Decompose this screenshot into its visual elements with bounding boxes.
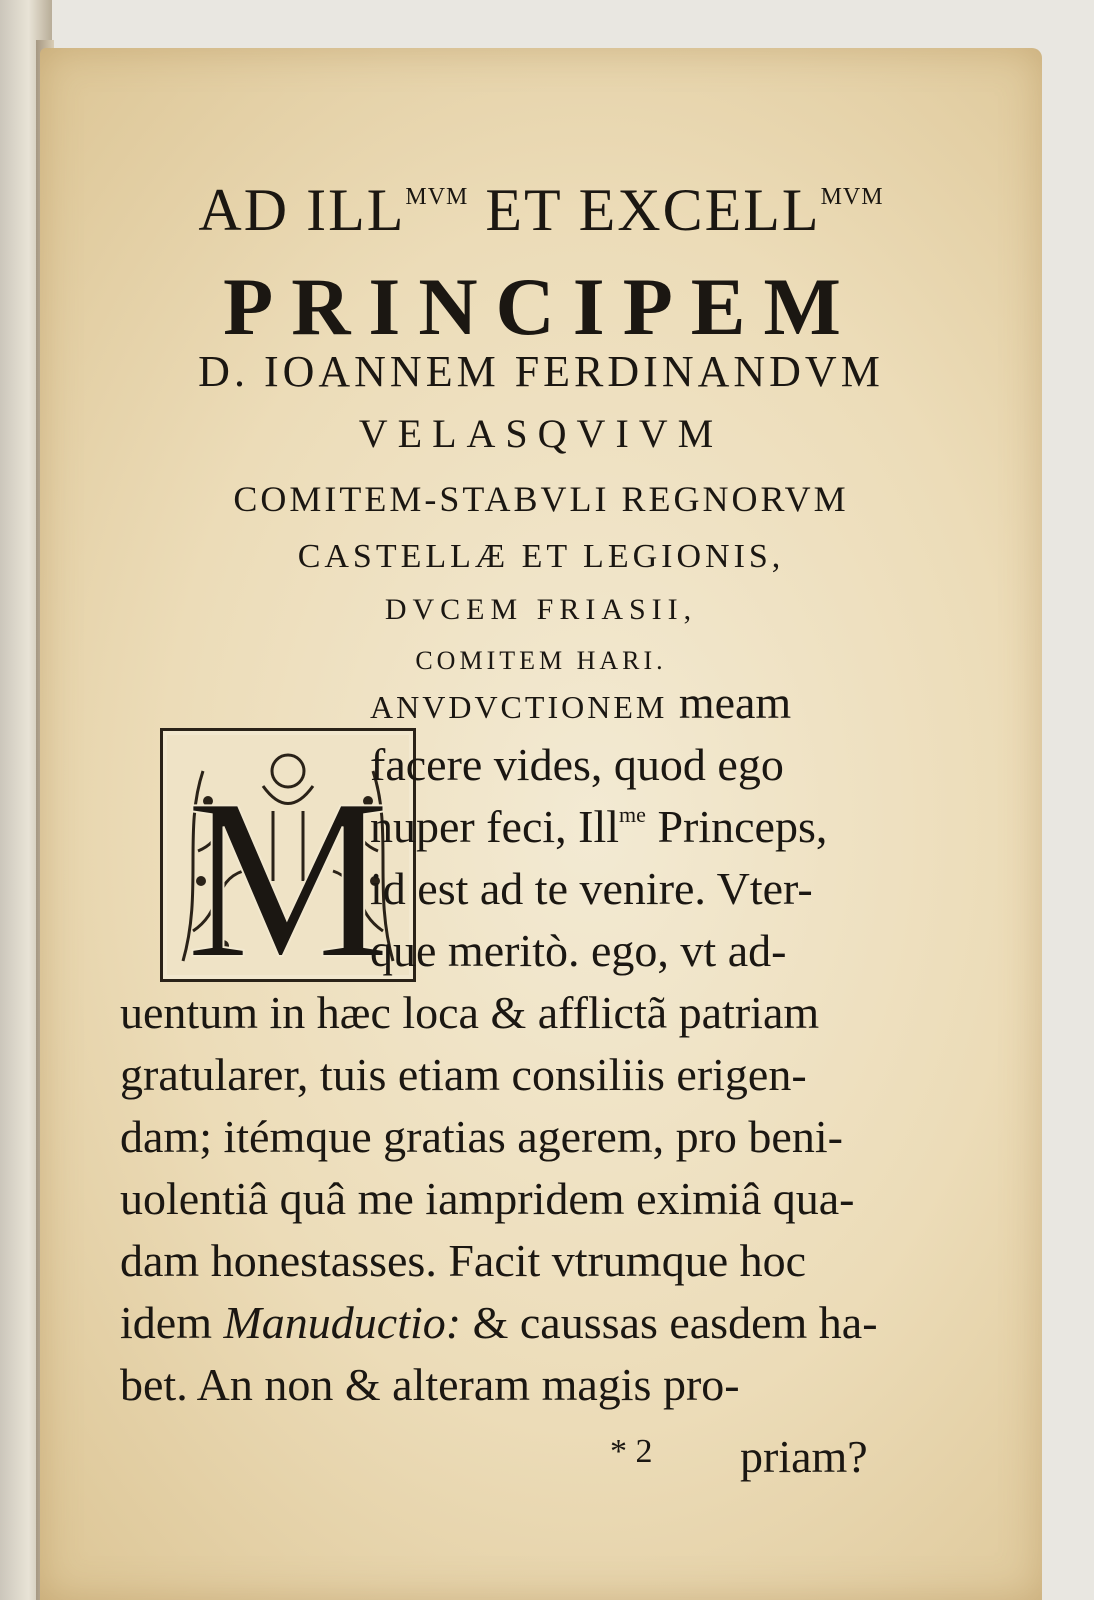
signature-mark: * 2 bbox=[610, 1433, 653, 1470]
body-line-11: idem Manuductio: & caussas easdem ha- bbox=[120, 1297, 878, 1348]
book-page bbox=[40, 48, 1042, 1600]
heading-line-5: COMITEM-STABVLI REGNORVM bbox=[233, 479, 849, 519]
heading-line-8: COMITEM HARI. bbox=[415, 646, 667, 675]
body-line-6: uentum in hæc loca & afflictã patriam bbox=[120, 987, 820, 1038]
heading-line-6: CASTELLÆ ET LEGIONIS, bbox=[297, 538, 785, 575]
catchword: priam? bbox=[740, 1431, 868, 1482]
heading-principem: PRINCIPEM bbox=[223, 261, 859, 352]
heading-line-4: VELASQVIVM bbox=[358, 411, 724, 456]
heading-line-1: AD $ILL^{MVM}$ ET $EXCELL^{MVM}$ bbox=[198, 177, 884, 243]
heading-line-3: D. IOANNEM FERDINANDVM bbox=[198, 347, 884, 396]
svg-text:M: M bbox=[185, 751, 391, 979]
heading-line-7: DVCEM FRIASII, bbox=[384, 593, 698, 626]
body-line-8: dam; itémque gratias agerem, pro beni- bbox=[120, 1111, 843, 1162]
body-line-5: que meritò. ego, vt ad- bbox=[370, 925, 787, 976]
body-line-7: gratularer, tuis etiam consiliis erigen- bbox=[120, 1049, 807, 1100]
body-line-4: id est ad te venire. Vter- bbox=[370, 863, 813, 914]
body-line-10: dam honestasses. Facit vtrumque hoc bbox=[120, 1235, 807, 1286]
body-line-12: bet. An non & alteram magis pro- bbox=[120, 1359, 740, 1410]
body-line-3: nuper feci, Ill$^{me}$ Princeps, bbox=[370, 801, 828, 852]
body-line-9: uolentiâ quâ me iampridem eximiâ qua- bbox=[120, 1173, 855, 1224]
body-line-2: facere vides, quod ego bbox=[370, 739, 784, 790]
body-line-1: ANVDVCTIONEM meam bbox=[370, 677, 792, 728]
